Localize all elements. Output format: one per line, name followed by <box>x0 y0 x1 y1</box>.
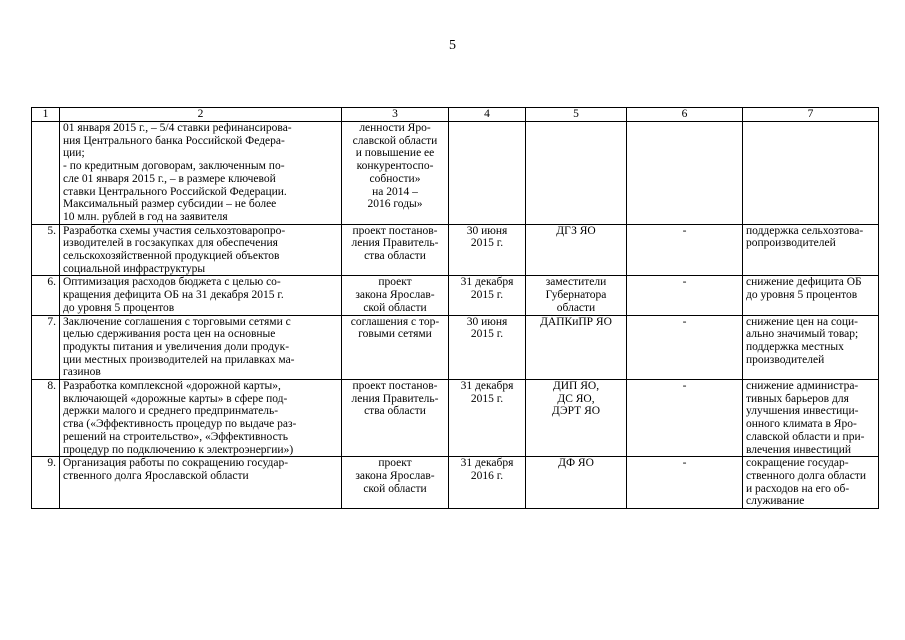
measure-cell <box>60 276 342 315</box>
header-cell: 3 <box>342 108 449 122</box>
responsible-cell <box>526 276 627 315</box>
document-cell-line: и повышение ее <box>355 147 435 160</box>
deadline-cell-line: 2015 г. <box>470 328 504 341</box>
responsible-cell-line: области <box>556 301 596 314</box>
result-cell <box>743 122 879 225</box>
result-cell-line: влечения инвестиций <box>746 443 852 456</box>
table-header-row <box>32 108 879 122</box>
measure-cell-line: - по кредитным договорам, заключенным по- <box>63 160 285 173</box>
measure-cell-line: газинов <box>63 366 101 379</box>
result-cell-line: славской области и при- <box>746 430 865 443</box>
measure-cell-line: Разработка комплексной «дорожной карты», <box>63 380 281 393</box>
measure-cell-line: кращения дефицита ОБ на 31 декабря 2015 г. <box>63 289 284 302</box>
deadline-cell-line: 30 июня <box>466 224 508 237</box>
measure-cell-line: держки малого и среднего предпринматель- <box>63 405 279 418</box>
measure-cell <box>60 224 342 276</box>
measure-cell-line: социальной инфраструктуры <box>63 262 206 275</box>
result-cell-line: улучшения инвестици- <box>746 405 859 418</box>
table-row <box>32 122 879 225</box>
responsible-cell-line: Губернатора <box>545 289 607 302</box>
document-cell-line: проект <box>378 457 412 470</box>
col6-cell: - <box>627 457 743 509</box>
measure-cell-line: 10 млн. рублей в год на заявителя <box>63 210 228 223</box>
deadline-cell-line: 30 июня <box>466 315 508 328</box>
deadline-cell-line: 2016 г. <box>470 469 504 482</box>
document-cell <box>342 276 449 315</box>
table-row <box>32 224 879 276</box>
result-cell-line: до уровня 5 процентов <box>746 289 858 302</box>
document-cell-line: проект <box>378 276 412 289</box>
result-cell-line: снижение цен на соци- <box>746 315 859 328</box>
result-cell <box>743 380 879 457</box>
measure-cell-line: включающей «дорожные карты» в сфере под- <box>63 392 288 405</box>
page-number: 5 <box>449 38 456 53</box>
document-cell <box>342 224 449 276</box>
deadline-cell <box>449 224 526 276</box>
measure-cell-line: целью сдерживания роста цен на основные <box>63 328 276 341</box>
result-cell-line: ственного долга области <box>746 469 867 482</box>
deadline-cell-line: 2015 г. <box>470 289 504 302</box>
result-cell-line: поддержка местных <box>746 340 844 353</box>
result-cell <box>743 315 879 380</box>
document-cell-line: проект постанов- <box>352 224 438 237</box>
document-cell-line: говыми сетями <box>358 328 432 341</box>
document-cell-line: 2016 годы» <box>367 198 423 211</box>
responsible-cell-line: ДЭРТ ЯО <box>551 405 601 418</box>
result-cell-line: снижение администра- <box>746 380 859 393</box>
measure-cell-line: 01 января 2015 г., – 5/4 ставки рефинансирова- <box>63 122 292 134</box>
measure-cell <box>60 122 342 225</box>
measure-cell-line: Заключение соглашения с торговыми сетями с <box>63 315 291 328</box>
result-cell-line: и расходов на его об- <box>746 482 850 495</box>
document-cell-line: славской области <box>352 134 438 147</box>
measure-cell-line: Максимальный размер субсидии – не более <box>63 198 277 211</box>
result-cell-line: сокращение государ- <box>746 457 849 470</box>
result-cell-line: ально значимый товар; <box>746 328 859 341</box>
deadline-cell <box>449 315 526 380</box>
row-number-cell: 9. <box>32 457 60 509</box>
result-cell-line: онного климата в Яро- <box>746 418 857 431</box>
responsible-cell-line: ДФ ЯО <box>558 457 594 470</box>
measure-cell-line: ции; <box>63 147 85 160</box>
col6-cell: - <box>627 224 743 276</box>
document-cell-line: закона Ярослав- <box>355 469 435 482</box>
responsible-cell <box>526 122 627 225</box>
document-cell <box>342 315 449 380</box>
row-number-cell <box>32 122 60 225</box>
result-cell-line: производителей <box>746 353 825 366</box>
deadline-cell-line: 2015 г. <box>470 392 504 405</box>
document-cell-line: на 2014 – <box>372 185 418 198</box>
table-row <box>32 315 879 380</box>
measure-cell-line: ставки Центрального Российской Федерации. <box>63 185 287 198</box>
measure-cell-line: ния Центрального банка Российской Федера- <box>63 134 285 147</box>
measure-cell-line: Оптимизация расходов бюджета с целью со- <box>63 276 281 289</box>
result-cell <box>743 276 879 315</box>
document-cell-line: конкурентоспо- <box>356 160 434 173</box>
col6-cell: - <box>627 315 743 380</box>
table-row <box>32 380 879 457</box>
document-cell-line: ской области <box>363 482 427 495</box>
document-cell-line: ления Правитель- <box>351 237 439 250</box>
document-cell <box>342 122 449 225</box>
responsible-cell-line: ДГЗ ЯО <box>556 224 596 237</box>
responsible-cell-line: заместители <box>545 276 607 289</box>
responsible-cell <box>526 315 627 380</box>
result-cell <box>743 224 879 276</box>
measure-cell-line: решений на строительство», «Эффективность <box>63 430 288 443</box>
measure-cell <box>60 380 342 457</box>
col6-cell: - <box>627 276 743 315</box>
result-cell-line: служивание <box>746 495 805 508</box>
result-cell-line: снижение дефицита ОБ <box>746 276 862 289</box>
result-cell-line: поддержка сельхозтова- <box>746 224 864 237</box>
deadline-cell-line: 31 декабря <box>460 457 514 470</box>
col6-cell: - <box>627 380 743 457</box>
measures-table <box>31 107 879 509</box>
document-cell-line: соглашения с тор- <box>350 315 440 328</box>
measure-cell <box>60 315 342 380</box>
deadline-cell <box>449 380 526 457</box>
responsible-cell-line: ДАПКиПР ЯО <box>540 315 612 328</box>
deadline-cell <box>449 457 526 509</box>
header-cell: 2 <box>60 108 342 122</box>
row-number-cell: 5. <box>32 224 60 276</box>
deadline-cell <box>449 276 526 315</box>
measure-cell-line: изводителей в госзакупках для обеспечения <box>63 237 278 250</box>
document-cell-line: ства области <box>364 250 426 263</box>
header-cell: 6 <box>627 108 743 122</box>
document-cell-line: ленности Яро- <box>359 122 431 134</box>
measure-cell-line: ственного долга Ярославской области <box>63 469 249 482</box>
row-number-cell: 6. <box>32 276 60 315</box>
deadline-cell-line: 31 декабря <box>460 276 514 289</box>
measure-cell <box>60 457 342 509</box>
responsible-cell <box>526 224 627 276</box>
measure-cell-line: ции местных производителей на прилавках ма- <box>63 353 295 366</box>
row-number-cell: 7. <box>32 315 60 380</box>
measure-cell-line: Разработка схемы участия сельхозтоваропро- <box>63 224 286 237</box>
document-cell-line: ской области <box>363 301 427 314</box>
table-row <box>32 457 879 509</box>
responsible-cell <box>526 457 627 509</box>
header-cell: 7 <box>743 108 879 122</box>
responsible-cell <box>526 380 627 457</box>
document-cell-line: ления Правитель- <box>351 392 439 405</box>
responsible-cell-line: ДИП ЯО, <box>552 380 600 393</box>
document-cell-line: ства области <box>364 405 426 418</box>
deadline-cell-line: 2015 г. <box>470 237 504 250</box>
document-cell-line: проект постанов- <box>352 380 438 393</box>
document-cell-line: закона Ярослав- <box>355 289 435 302</box>
measure-cell-line: процедур по подключению к электроэнергии») <box>63 443 294 456</box>
table-row <box>32 276 879 315</box>
document-cell <box>342 457 449 509</box>
document-cell-line: собности» <box>369 172 421 185</box>
result-cell-line: ропроизводителей <box>746 237 836 250</box>
responsible-cell-line: ДС ЯО, <box>557 392 595 405</box>
measure-cell-line: сельскохозяйственной продукцией объектов <box>63 250 280 263</box>
col6-cell <box>627 122 743 225</box>
row-number-cell: 8. <box>32 380 60 457</box>
measure-cell-line: ства («Эффективность процедур по выдаче раз- <box>63 418 297 431</box>
result-cell <box>743 457 879 509</box>
deadline-cell <box>449 122 526 225</box>
measure-cell-line: Организация работы по сокращению государ- <box>63 457 289 470</box>
header-cell: 4 <box>449 108 526 122</box>
result-cell-line: тивных барьеров для <box>746 392 849 405</box>
measure-cell-line: продукты питания и увеличения доли продук- <box>63 340 290 353</box>
header-cell: 5 <box>526 108 627 122</box>
measure-cell-line: сле 01 января 2015 г., – в размере ключевой <box>63 172 276 185</box>
measure-cell-line: до уровня 5 процентов <box>63 301 175 314</box>
header-cell: 1 <box>32 108 60 122</box>
document-cell <box>342 380 449 457</box>
deadline-cell-line: 31 декабря <box>460 380 514 393</box>
